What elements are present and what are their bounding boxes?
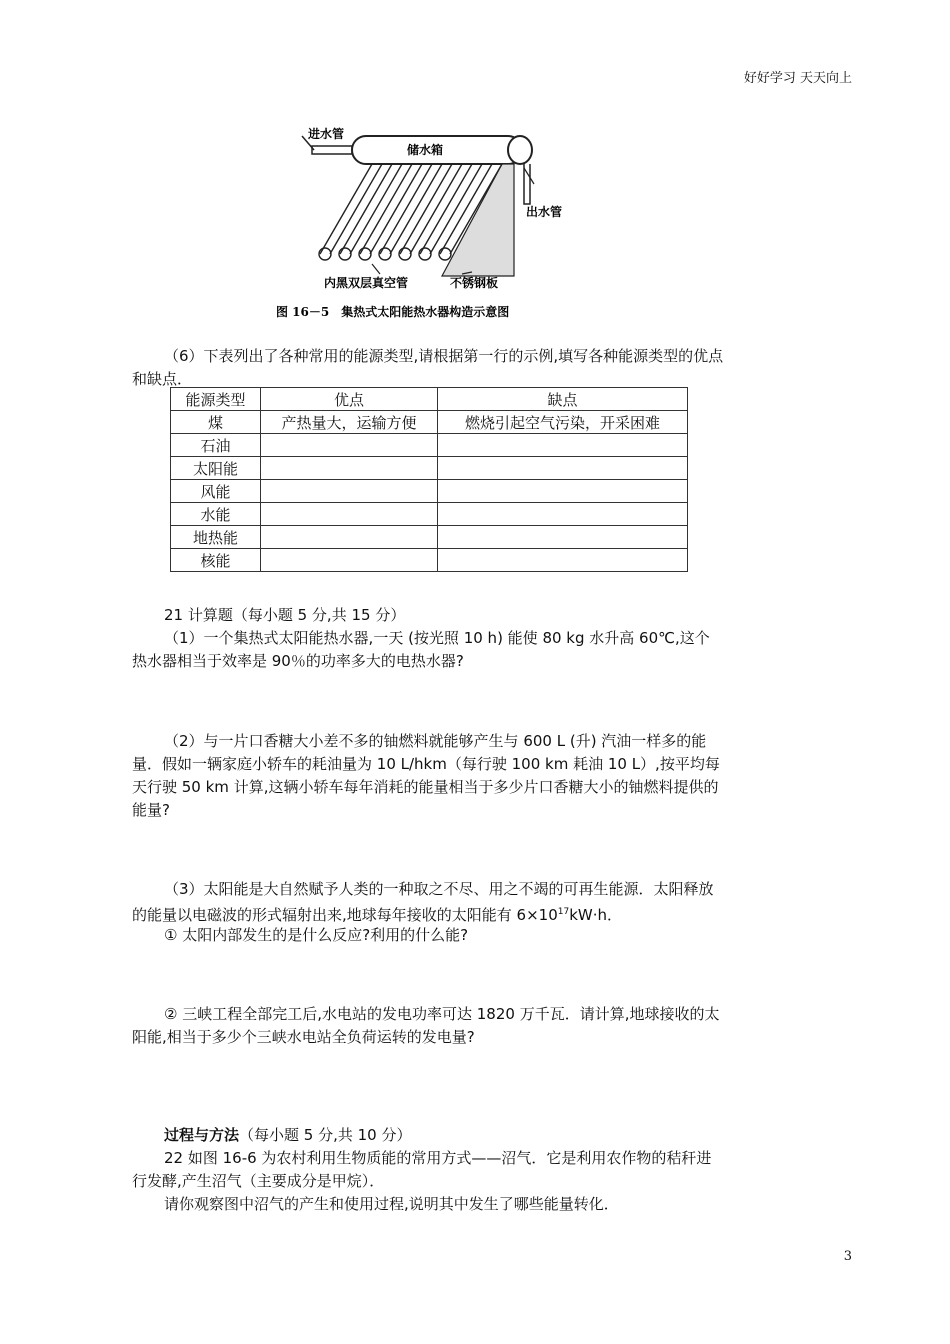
label-plate: 不锈钢板 xyxy=(450,276,499,290)
question-21-part-2: （2）与一片口香糖大小差不多的铀燃料就能够产生与 600 L (升) 汽油一样多的能量．假如一辆家庭小轿车的耗油量为 10 L/hkm（每行驶 100 km 耗油 10 L）,按平均每天行驶 50 km 计算,这辆小轿车每年消耗的能量相当于多少片口香糖大小的铀燃料提供的能量? xyxy=(132,732,720,819)
cell-cons[interactable] xyxy=(438,434,688,457)
cell-type: 核能 xyxy=(171,549,261,572)
figure-caption: 图 16－5 集热式太阳能热水器构造示意图 xyxy=(276,305,510,319)
cell-cons[interactable] xyxy=(438,503,688,526)
question-6-text: （6）下表列出了各种常用的能源类型,请根据第一行的示例,填写各种能源类型的优点和缺点． xyxy=(132,347,724,388)
table-row xyxy=(171,549,688,572)
question-22-text: 22 如图 16-6 为农村利用生物质能的常用方式——沼气．它是利用农作物的秸秆进行发酵,产生沼气（主要成分是甲烷）． xyxy=(132,1149,712,1190)
cell-cons[interactable] xyxy=(438,457,688,480)
cell-cons: 燃烧引起空气污染，开采困难 xyxy=(438,411,688,434)
page-number: 3 xyxy=(843,1249,852,1264)
question-21-part-3b: ② 三峡工程全部完工后,水电站的发电功率可达 1820 万千瓦．请计算,地球接收的太阳能,相当于多少个三峡水电站全负荷运转的发电量? xyxy=(132,1005,720,1046)
question-21-part-1: （1）一个集热式太阳能热水器,一天 (按光照 10 h) 能使 80 kg 水升高 60℃,这个热水器相当于效率是 90％的功率多大的电热水器? xyxy=(132,629,710,670)
cell-type: 煤 xyxy=(171,411,261,434)
unit: kW·h． xyxy=(569,906,622,924)
table-row xyxy=(171,480,688,503)
header-cons: 缺点 xyxy=(438,388,688,411)
cell-type: 石油 xyxy=(171,434,261,457)
inlet-pipe xyxy=(312,146,352,154)
label-tubes: 内黑双层真空管 xyxy=(324,276,409,290)
exponent: 17 xyxy=(557,907,570,917)
cell-pros[interactable] xyxy=(261,503,438,526)
table-row xyxy=(171,526,688,549)
cell-cons[interactable] xyxy=(438,526,688,549)
cell-cons[interactable] xyxy=(438,549,688,572)
section-title-rest: （每小题 5 分,共 10 分） xyxy=(239,1126,412,1144)
table-row xyxy=(171,457,688,480)
cell-pros[interactable] xyxy=(261,480,438,503)
cell-pros[interactable] xyxy=(261,549,438,572)
cell-type: 风能 xyxy=(171,480,261,503)
cell-type: 太阳能 xyxy=(171,457,261,480)
solar-water-heater-diagram xyxy=(262,124,592,324)
cell-pros[interactable] xyxy=(261,457,438,480)
question-21-part-3a: ① 太阳内部发生的是什么反应?利用的什么能? xyxy=(164,926,469,944)
question-22-ask: 请你观察图中沼气的产生和使用过程,说明其中发生了哪些能量转化． xyxy=(164,1195,619,1213)
table-row xyxy=(171,411,688,434)
cell-pros[interactable] xyxy=(261,434,438,457)
cell-pros[interactable] xyxy=(261,526,438,549)
label-tank: 储水箱 xyxy=(407,143,444,157)
cell-type: 地热能 xyxy=(171,526,261,549)
table-row xyxy=(171,503,688,526)
cell-pros: 产热量大，运输方便 xyxy=(261,411,438,434)
table-row xyxy=(171,434,688,457)
part-3-text: （3）太阳能是大自然赋予人类的一种取之不尽、用之不竭的可再生能源．太阳释放的能量以电磁波的形式辐射出来,地球每年接收的太阳能有 6×10 xyxy=(132,880,714,924)
header-pros: 优点 xyxy=(261,388,438,411)
energy-table xyxy=(170,387,688,572)
question-21-part-3 xyxy=(132,878,724,927)
question-21-title: 21 计算题（每小题 5 分,共 15 分） xyxy=(164,606,406,624)
header-type: 能源类型 xyxy=(171,388,261,411)
page-header: 好好学习 天天向上 xyxy=(743,71,852,86)
section-title-bold: 过程与方法 xyxy=(164,1126,240,1144)
label-inlet: 进水管 xyxy=(308,127,345,141)
cell-type: 水能 xyxy=(171,503,261,526)
label-outlet: 出水管 xyxy=(526,205,563,219)
cell-cons[interactable] xyxy=(438,480,688,503)
table-header-row xyxy=(171,388,688,411)
process-section-title xyxy=(132,1124,756,1147)
